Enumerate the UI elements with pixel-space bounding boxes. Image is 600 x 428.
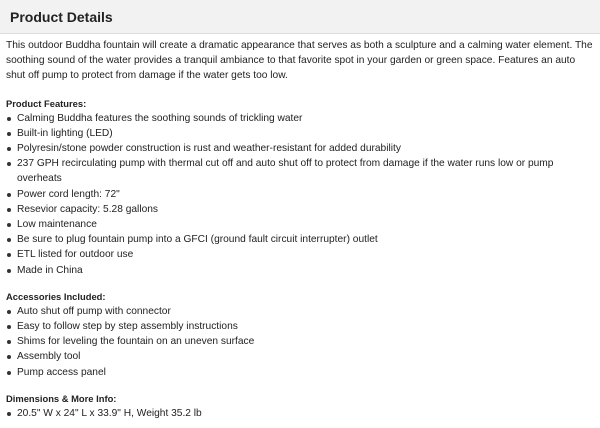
list-item: Be sure to plug fountain pump into a GFCI (ground fault circuit interrupter) outlet	[6, 232, 594, 247]
page-title: Product Details	[10, 9, 113, 25]
dimensions-list	[6, 406, 594, 421]
list-item: Built-in lighting (LED)	[6, 126, 594, 141]
product-details-content	[0, 34, 600, 421]
accessories-heading: Accessories Included:	[6, 290, 106, 302]
list-item: Power cord length: 72"	[6, 187, 594, 202]
list-item: Made in China	[6, 263, 594, 278]
list-item: ETL listed for outdoor use	[6, 247, 594, 262]
features-heading: Product Features:	[6, 97, 87, 109]
list-item: 20.5" W x 24" L x 33.9" H, Weight 35.2 lb	[6, 406, 594, 421]
list-item: Low maintenance	[6, 217, 594, 232]
dimensions-heading: Dimensions & More Info:	[6, 392, 117, 404]
list-item: Pump access panel	[6, 365, 594, 380]
accessories-list	[6, 304, 594, 380]
list-item: Auto shut off pump with connector	[6, 304, 594, 319]
features-list	[6, 111, 594, 278]
list-item: Shims for leveling the fountain on an uneven surface	[6, 334, 594, 349]
list-item: Polyresin/stone powder construction is rust and weather-resistant for added durability	[6, 141, 594, 156]
list-item: Assembly tool	[6, 349, 594, 364]
product-description: This outdoor Buddha fountain will create a dramatic appearance that serves as both a sculpture and a calming water element. The soothing sound of the water provides a tranquil ambiance to that favorite spot in your garden or green space. Features an auto shut off pump to protect from damage if the water gets too low.	[6, 40, 593, 82]
list-item: 237 GPH recirculating pump with thermal cut off and auto shut off to protect from damage if the water runs low or pump overheats	[6, 156, 594, 186]
product-details-header	[0, 0, 600, 34]
list-item: Calming Buddha features the soothing sounds of trickling water	[6, 111, 594, 126]
list-item: Resevior capacity: 5.28 gallons	[6, 202, 594, 217]
list-item: Easy to follow step by step assembly instructions	[6, 319, 594, 334]
